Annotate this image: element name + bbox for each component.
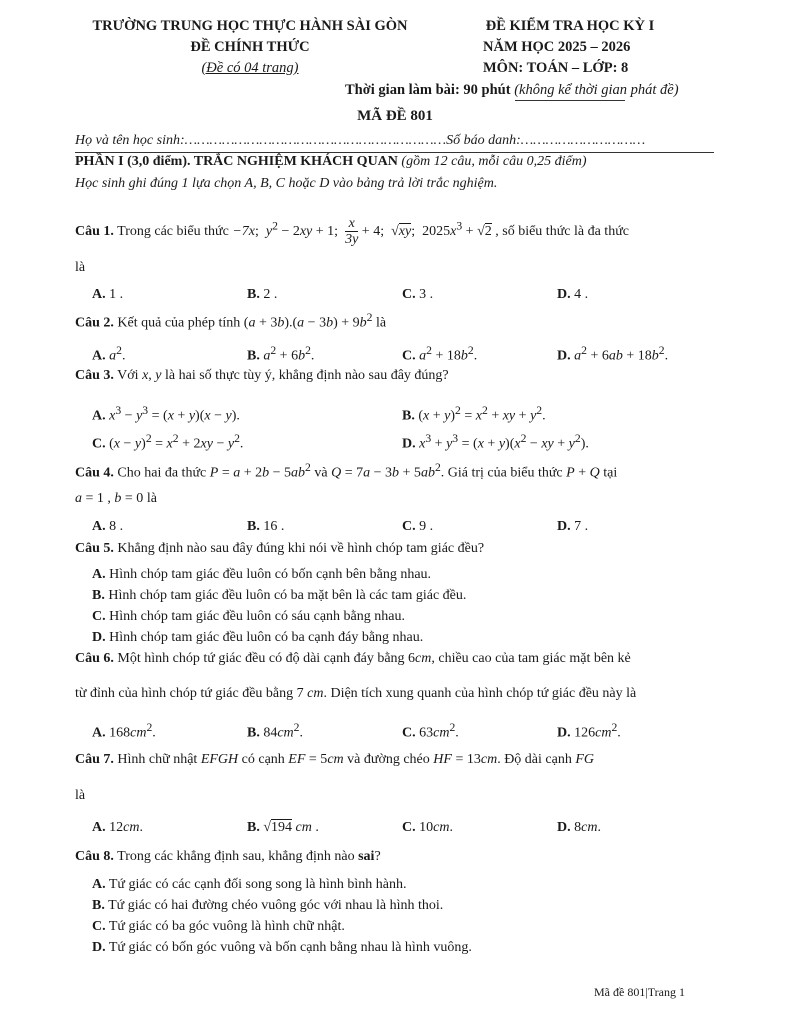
q7-label: Câu 7. [75,752,114,767]
q6-text-c: từ đỉnh của hình chóp tứ giác đều bằng [75,686,294,701]
q1-option-d[interactable]: D. 4 . [557,287,589,302]
q4-label: Câu 4. [75,465,114,481]
q7-option-b[interactable]: B. √194 cm . [247,820,319,835]
q8-text-b: sai [358,849,375,864]
q2-option-c[interactable]: C. $a^2 + 18b^2$. [402,344,478,364]
q7-text-c: và đường chéo [347,752,430,767]
q6-text-d: . Diện tích xung quanh của hình chóp tứ giác đều này là [323,686,637,701]
q5-option-b[interactable]: B. Hình chóp tam giác đều luôn có ba mặt bên là các tam giác đều. [92,588,467,603]
q3-option-d[interactable]: D. $x^3 + y^3 = (x + y)(x^2$ − xy + $y^2$). [402,432,589,452]
q4-option-b[interactable]: B. 16 . [247,519,285,534]
q4-text-c: . Giá trị của biểu thức [440,465,563,481]
q7-option-a[interactable]: A. 12cm. [92,820,143,835]
q4-condition: a = 1 , b = 0 là [75,491,157,506]
time-note: (không kể thời gian phát đề) [514,82,679,98]
q8-option-c[interactable]: C. Tứ giác có ba góc vuông là hình chữ nhật. [92,919,345,934]
student-info-line [75,133,645,149]
q1-option-a[interactable]: A. 1 . [92,287,124,302]
q6-option-c[interactable]: C. $63cm^2$. [402,721,459,741]
q5-option-d[interactable]: D. Hình chóp tam giác đều luôn có ba cạnh đáy bằng nhau. [92,630,424,645]
q4-option-c[interactable]: C. 9 . [402,519,434,534]
q3-text-b: là hai số thực tùy ý, khẳng định nào sau đây đúng? [165,368,449,383]
divider-line [75,152,714,153]
q5-text: Khẳng định nào sau đây đúng khi nói về hình chóp tam giác đều? [117,541,485,556]
student-name-label: Họ và tên học sinh:……………………………………………………… [75,133,447,148]
q7-text-d: . Độ dài cạnh [497,752,572,767]
q3-option-a[interactable]: A. $x^3 - y^3 = (x + y)(x - y)$. [92,404,240,424]
q8-option-a[interactable]: A. Tứ giác có các cạnh đối song song là hình bình hành. [92,877,407,892]
q4-option-d[interactable]: D. 7 . [557,519,589,534]
q1-label: Câu 1. [75,224,114,240]
q6-option-b[interactable]: B. $84cm^2$. [247,721,303,741]
q1-text-c: là [75,260,86,275]
q6-text-a: Một hình chóp tứ giác đều có độ dài cạnh đáy bằng [117,651,405,666]
school-name: TRƯỜNG TRUNG HỌC THỰC HÀNH SÀI GÒN [92,18,408,34]
q4-text-a: Cho hai đa thức [117,465,207,481]
q8-text-a: Trong các khẳng định sau, khẳng định nào [117,849,355,864]
question-1: Câu 1. Trong các biểu thức −7x; $y^2 - 2xy + 1$; $\frac{x}{3y}$ + 4; √xy; $2025x^3 + √2$ , số biểu thức là đa thức [75,216,630,248]
q7-text-e: là [75,788,86,803]
q1-text-a: Trong các biểu thức [117,224,229,240]
q7-text-a: Hình chữ nhật [117,752,198,767]
question-3: Câu 3. Với x, y là hai số thực tùy ý, khẳng định nào sau đây đúng? [75,368,449,383]
q8-option-d[interactable]: D. Tứ giác có bốn góc vuông và bốn cạnh bằng nhau là hình vuông. [92,940,472,955]
q3-option-b[interactable]: B. $(x + y)^2 = x^2$ + xy + $y^2$. [402,404,546,424]
question-7: Câu 7. Hình chữ nhật EFGH có cạnh EF = 5cm và đường chéo HF = 13cm. Độ dài cạnh FG [75,752,595,767]
q2-text-a: Kết quả của phép tính [117,315,241,331]
q8-option-b[interactable]: B. Tứ giác có hai đường chéo vuông góc với nhau là hình thoi. [92,898,444,913]
q2-option-b[interactable]: B. $a^2 + 6b^2$. [247,344,315,364]
q6-text-b: , chiều cao của tam giác mặt bên kẻ [431,651,631,666]
question-8 [75,849,381,865]
q6-option-a[interactable]: A. $168cm^2$. [92,721,156,741]
official-label: ĐỀ CHÍNH THỨC [190,39,310,55]
q4-option-a[interactable]: A. 8 . [92,519,124,534]
exam-title: ĐỀ KIỂM TRA HỌC KỲ I [485,18,655,34]
q8-text-c: ? [374,849,381,864]
q3-option-c[interactable]: C. $(x - y)^2 = x^2 + 2xy - y^2$. [92,432,244,452]
q7-option-c[interactable]: C. 10cm. [402,820,453,835]
time-underline [515,100,625,101]
q6-label: Câu 6. [75,651,114,666]
q8-label: Câu 8. [75,849,114,864]
subject-grade: MÔN: TOÁN – LỚP: 8 [483,60,629,76]
q5-option-a[interactable]: A. Hình chóp tam giác đều luôn có bốn cạnh bên bằng nhau. [92,567,432,582]
part1-note: (gồm 12 câu, mỗi câu 0,25 điểm) [401,154,587,169]
q2-option-a[interactable]: A. $a^2$. [92,344,126,364]
q5-option-c[interactable]: C. Hình chóp tam giác đều luôn có sáu cạnh bằng nhau. [92,609,405,624]
q7-option-d[interactable]: D. 8cm. [557,820,601,835]
q4-text-d: tại [603,465,618,481]
exam-code: MÃ ĐỀ 801 [357,108,433,124]
q2-text-b: là [375,315,387,331]
part1-heading [75,154,586,170]
q4-text-e: là [146,491,157,506]
q3-text-a: Với [117,368,139,383]
q6-option-d[interactable]: D. $126cm^2$. [557,721,621,741]
school-year: NĂM HỌC 2025 – 2026 [483,39,631,55]
q2-option-d[interactable]: D. $a^2 + 6ab + 18b^2$. [557,344,669,364]
q1-text-b: , số biểu thức là đa thức [495,224,630,240]
q7-text-b: có cạnh [241,752,285,767]
q1-option-c[interactable]: C. 3 . [402,287,434,302]
q2-label: Câu 2. [75,315,114,331]
question-6: Câu 6. Một hình chóp tứ giác đều có độ dài cạnh đáy bằng 6cm, chiều cao của tam giác mặt bên kẻ [75,651,631,666]
q5-label: Câu 5. [75,541,114,556]
q3-label: Câu 3. [75,368,114,383]
time-line [345,82,679,99]
question-5 [75,541,484,557]
question-4: Câu 4. Cho hai đa thức $P = a + 2b - 5ab^2$ và $Q = 7a - 3b + 5ab^2$. Giá trị của biểu thức P + Q tại [75,461,618,481]
part1-instruction: Học sinh ghi đúng 1 lựa chọn A, B, C hoặc D vào bảng trả lời trắc nghiệm. [75,176,498,191]
question-2: Câu 2. Kết quả của phép tính $(a + 3b).(a - 3b) + 9b^2$ là [75,311,387,331]
part1-title: PHẦN I (3,0 điểm). TRẮC NGHIỆM KHÁCH QUAN [75,154,398,169]
q4-text-b: và [314,465,328,481]
page-footer: Mã đề 801|Trang 1 [594,985,685,999]
student-id-label: Số báo danh:………………………… [446,133,646,148]
time-label: Thời gian làm bài: 90 phút [345,82,511,98]
page-count-note: (Đề có 04 trang) [201,60,299,76]
q1-option-b[interactable]: B. 2 . [247,287,278,302]
q6-line2: từ đỉnh của hình chóp tứ giác đều bằng 7 cm. Diện tích xung quanh của hình chóp tứ giác đều này là [75,686,637,701]
